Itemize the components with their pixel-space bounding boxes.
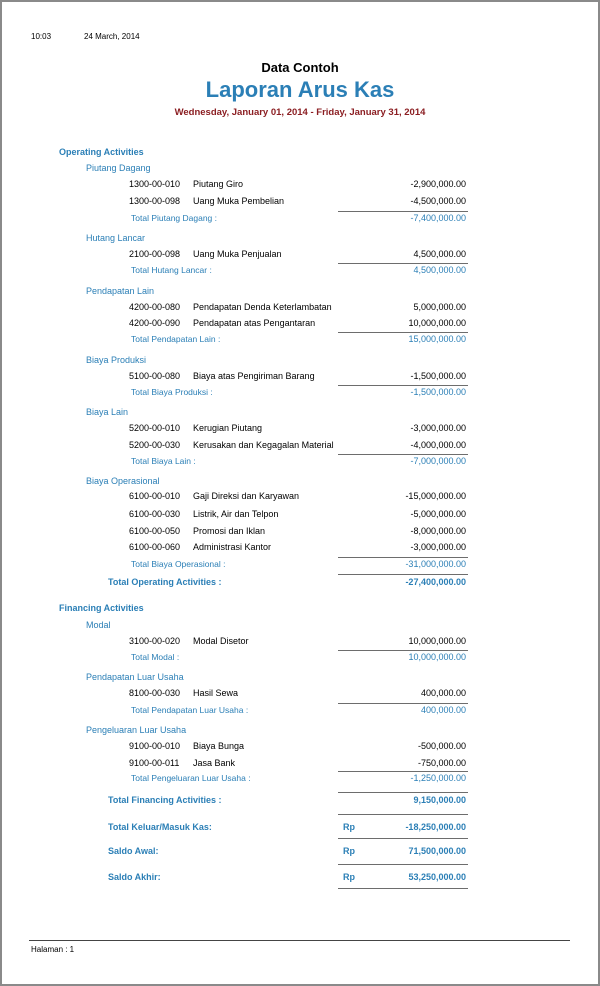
account-amount: -1,500,000.00	[410, 371, 466, 381]
account-amount: -750,000.00	[417, 758, 466, 768]
summary-amount: 53,250,000.00	[408, 872, 466, 882]
account-name: Listrik, Air dan Telpon	[193, 509, 279, 519]
account-code: 9100-00-010	[129, 741, 181, 751]
account-code: 8100-00-030	[129, 688, 181, 698]
account-code: 3100-00-020	[129, 636, 181, 646]
group-total-label: Total Modal :	[131, 652, 180, 662]
account-code: 5100-00-080	[129, 371, 181, 381]
account-amount: -15,000,000.00	[405, 491, 466, 501]
financing-section-title: Financing Activities	[59, 603, 144, 613]
report-title: Laporan Arus Kas	[205, 77, 395, 102]
account-name: Jasa Bank	[193, 758, 236, 768]
summary-amount: -18,250,000.00	[405, 822, 466, 832]
group-header: Biaya Operasional	[86, 476, 160, 486]
account-amount: -8,000,000.00	[410, 526, 466, 536]
company-name: Data Contoh	[261, 60, 339, 75]
account-amount: -3,000,000.00	[410, 542, 466, 552]
account-name: Uang Muka Pembelian	[193, 196, 285, 206]
print-time: 10:03	[31, 32, 52, 41]
group-total-amount: -1,250,000.00	[410, 773, 466, 783]
account-amount: -3,000,000.00	[410, 423, 466, 433]
group-header: Modal	[86, 620, 111, 630]
account-amount: 10,000,000.00	[408, 318, 466, 328]
financing-total-label: Total Financing Activities :	[108, 795, 222, 805]
group-total-label: Total Pendapatan Luar Usaha :	[131, 705, 249, 715]
group-total-label: Total Biaya Operasional :	[131, 559, 226, 569]
account-code: 6100-00-060	[129, 542, 181, 552]
report-period: Wednesday, January 01, 2014 - Friday, January 31, 2014	[174, 107, 426, 118]
group-total-amount: -31,000,000.00	[405, 559, 466, 569]
account-code: 5200-00-010	[129, 423, 181, 433]
group-total-amount: 15,000,000.00	[408, 334, 466, 344]
account-name: Kerugian Piutang	[193, 423, 263, 433]
group-header: Biaya Produksi	[86, 355, 147, 365]
account-name: Hasil Sewa	[193, 688, 239, 698]
account-amount: -4,000,000.00	[410, 440, 466, 450]
group-header: Pengeluaran Luar Usaha	[86, 725, 187, 735]
account-name: Piutang Giro	[193, 179, 244, 189]
account-name: Pendapatan atas Pengantaran	[193, 318, 316, 328]
financing-total-amount: 9,150,000.00	[413, 795, 466, 805]
page-number: Halaman : 1	[31, 945, 75, 954]
group-total-label: Total Biaya Produksi :	[131, 387, 213, 397]
subtotal-divider	[338, 703, 468, 704]
summary-underline	[338, 864, 468, 865]
group-header: Hutang Lancar	[86, 233, 146, 243]
group-total-amount: -7,000,000.00	[410, 456, 466, 466]
subtotal-divider	[338, 454, 468, 455]
section-total-divider	[338, 574, 468, 575]
section-total-divider	[338, 792, 468, 793]
account-name: Gaji Direksi dan Karyawan	[193, 491, 300, 501]
summary-divider	[338, 814, 468, 815]
account-name: Pendapatan Denda Keterlambatan	[193, 302, 332, 312]
group-header: Pendapatan Lain	[86, 286, 155, 296]
group-total-amount: -1,500,000.00	[410, 387, 466, 397]
subtotal-divider	[338, 332, 468, 333]
account-code: 6100-00-050	[129, 526, 181, 536]
account-name: Biaya atas Pengiriman Barang	[193, 371, 315, 381]
currency-label: Rp	[343, 846, 355, 856]
account-code: 1300-00-010	[129, 179, 181, 189]
account-name: Modal Disetor	[193, 636, 249, 646]
footer-divider	[29, 940, 570, 941]
account-code: 1300-00-098	[129, 196, 181, 206]
account-amount: -4,500,000.00	[410, 196, 466, 206]
summary-underline	[338, 838, 468, 839]
account-code: 6100-00-010	[129, 491, 181, 501]
currency-label: Rp	[343, 822, 355, 832]
account-amount: -500,000.00	[417, 741, 466, 751]
subtotal-divider	[338, 771, 468, 772]
account-amount: 4,500,000.00	[413, 249, 466, 259]
group-total-amount: -7,400,000.00	[410, 213, 466, 223]
account-code: 9100-00-011	[129, 758, 180, 768]
account-name: Promosi dan Iklan	[193, 526, 266, 536]
print-date: 24 March, 2014	[84, 32, 140, 41]
group-total-amount: 4,500,000.00	[413, 265, 466, 275]
account-amount: 5,000,000.00	[413, 302, 466, 312]
account-code: 4200-00-090	[129, 318, 181, 328]
subtotal-divider	[338, 263, 468, 264]
account-amount: 10,000,000.00	[408, 636, 466, 646]
currency-label: Rp	[343, 872, 355, 882]
account-amount: -2,900,000.00	[410, 179, 466, 189]
group-total-label: Total Hutang Lancar :	[131, 265, 212, 275]
account-name: Kerusakan dan Kegagalan Material	[193, 440, 334, 450]
summary-label: Saldo Awal:	[108, 846, 159, 856]
account-code: 5200-00-030	[129, 440, 181, 450]
group-total-amount: 400,000.00	[420, 705, 466, 715]
group-total-amount: 10,000,000.00	[408, 652, 466, 662]
subtotal-divider	[338, 650, 468, 651]
subtotal-divider	[338, 557, 468, 558]
group-total-label: Total Pengeluaran Luar Usaha :	[131, 773, 251, 783]
account-amount: 400,000.00	[420, 688, 466, 698]
account-name: Administrasi Kantor	[193, 542, 272, 552]
group-total-label: Total Biaya Lain :	[131, 456, 196, 466]
account-code: 4200-00-080	[129, 302, 181, 312]
summary-label: Saldo Akhir:	[108, 872, 161, 882]
operating-section-title: Operating Activities	[59, 147, 144, 157]
account-code: 6100-00-030	[129, 509, 181, 519]
operating-total-amount: -27,400,000.00	[405, 577, 466, 587]
subtotal-divider	[338, 385, 468, 386]
summary-label: Total Keluar/Masuk Kas:	[108, 822, 212, 832]
group-header: Biaya Lain	[86, 407, 129, 417]
group-header: Pendapatan Luar Usaha	[86, 672, 184, 682]
summary-amount: 71,500,000.00	[408, 846, 466, 856]
account-name: Biaya Bunga	[193, 741, 245, 751]
subtotal-divider	[338, 211, 468, 212]
group-total-label: Total Piutang Dagang :	[131, 213, 218, 223]
summary-underline	[338, 888, 468, 889]
operating-total-label: Total Operating Activities :	[108, 577, 222, 587]
account-code: 2100-00-098	[129, 249, 181, 259]
group-total-label: Total Pendapatan Lain :	[131, 334, 221, 344]
account-name: Uang Muka Penjualan	[193, 249, 282, 259]
group-header: Piutang Dagang	[86, 163, 151, 173]
account-amount: -5,000,000.00	[410, 509, 466, 519]
